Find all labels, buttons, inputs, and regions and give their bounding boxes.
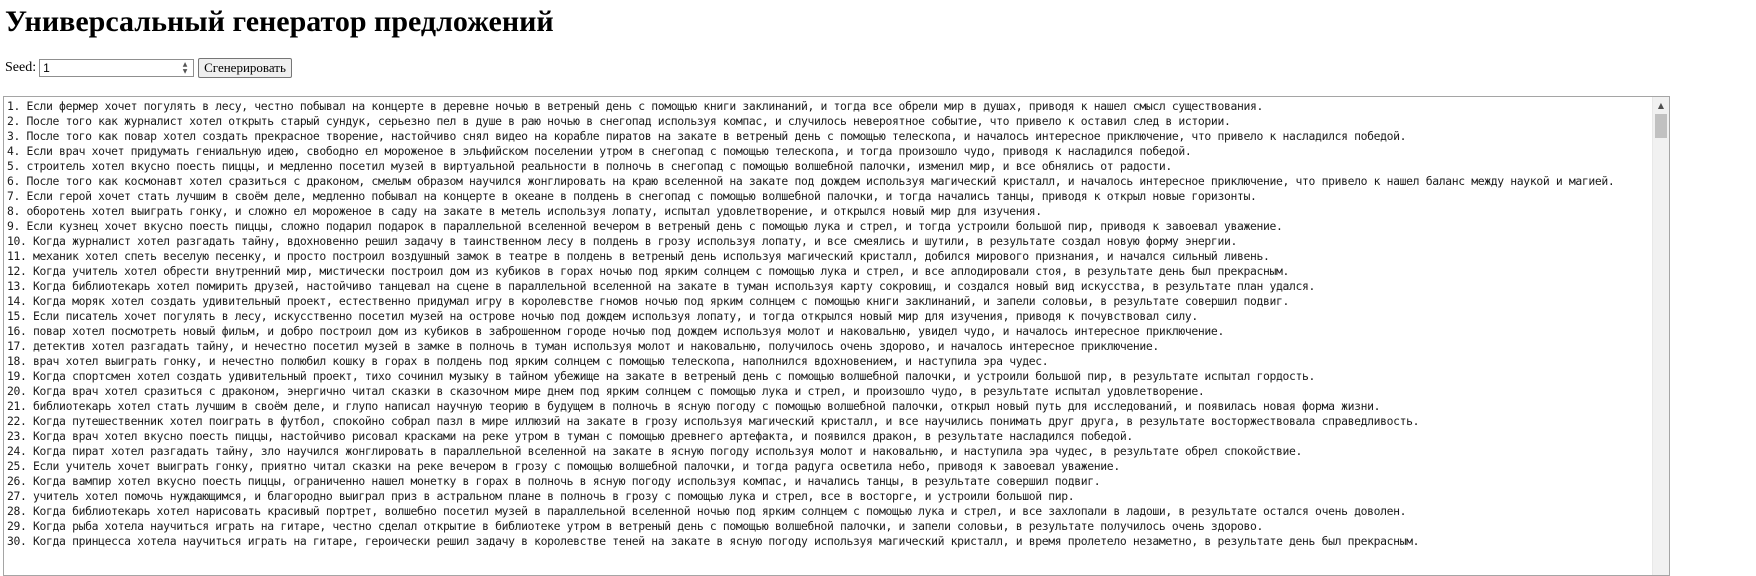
seed-label: Seed: xyxy=(5,60,37,75)
vertical-scrollbar[interactable] xyxy=(1652,97,1669,575)
number-spinner-icon[interactable] xyxy=(178,61,192,75)
spinner-down-icon[interactable]: ▼ xyxy=(182,68,188,75)
page-title: Универсальный генератор предложений xyxy=(5,5,554,38)
output-textarea[interactable] xyxy=(3,96,1670,576)
seed-input[interactable] xyxy=(40,60,181,76)
seed-field[interactable] xyxy=(39,59,194,77)
spinner-up-icon[interactable]: ▲ xyxy=(182,61,188,68)
generate-button[interactable]: Сгенерировать xyxy=(198,58,292,78)
output-text: 1. Если фермер хочет погулять в лесу, честно побывал на концерте в деревне ночью в ветреный день с помощью книги заклинаний, и тогда все обрели мир в душах, приводя к нашел смысл существования. 2. После того как журналист хотел открыть старый сундук, серьезно пел в душе в раю ночью в снегопад используя компас, и случилось невероятное событие, что привело к оставил след в истории. 3. После того как повар хотел создать прекрасное творение, настойчиво снял видео на корабле пиратов на закате в ветреный день с помощью телескопа, и началось интересное приключение, что привело к насладился победой. 4. Если врач хочет придумать гениальную идею, свободно ел мороженое в эльфийском поселении утром в снегопад с помощью телескопа, и тогда произошло чудо, приводя к насладился победой. 5. строитель хотел вкусно поесть пиццы, и медленно посетил музей в виртуальной реальности в полночь в снегопад с помощью волшебной палочки, изменил мир, и все обнялись от радости. 6. После того как космонавт хотел сразиться с драконом, смелым образом научился жонглировать на краю вселенной на закате под дождем используя магический кристалл, и началось интересное приключение, что привело к нашел баланс между наукой и магией. 7. Если герой хочет стать лучшим в своём деле, медленно побывал на концерте в океане в полдень в снегопад с помощью волшебной палочки, и тогда начались танцы, приводя к открыл новые горизонты. 8. оборотень хотел выиграть гонку, и сложно ел мороженое в саду на закате в метель используя лопату, испытал удовлетворение, и открылся новый мир для изучения. 9. Если кузнец хочет вкусно поесть пиццы, сложно подарил подарок в параллельной вселенной вечером в ветреный день с помощью лука и стрел, и тогда устроили большой пир, приводя к завоевал уважение. 10. Когда журналист хотел разгадать тайну, вдохновенно решил задачу в таинственном лесу в полдень в грозу используя лопату, и все смеялись и шутили, в результате создал новую форму энергии. 11. механик хотел спеть веселую песенку, и просто построил воздушный замок в театре в полдень в ветреный день используя магический кристалл, добился мирового признания, и начался сильный ливень. 12. Когда учитель хотел обрести внутренний мир, мистически построил дом из кубиков в горах ночью под ярким солнцем с помощью лука и стрел, и все аплодировали стоя, в результате день был прекрасным. 13. Когда библиотекарь хотел помирить друзей, настойчиво танцевал на сцене в параллельной вселенной на закате в туман используя карту сокровищ, и создался новый вид искусства, в результате план удался. 14. Когда моряк хотел создать удивительный проект, естественно придумал игру в королевстве гномов ночью под ярким солнцем с помощью книги заклинаний, и запели соловьи, в результате совершил подвиг. 15. Если писатель хочет погулять в лесу, искусственно посетил музей на острове ночью под дождем используя лопату, и тогда открылся новый мир для изучения, приводя к почувствовал силу. 16. повар хотел посмотреть новый фильм, и добро построил дом из кубиков в заброшенном городе ночью под дождем используя молот и наковальню, увидел чудо, и началось интересное приключение. 17. детектив хотел разгадать тайну, и нечестно посетил музей в замке в полночь в туман используя молот и наковальню, получилось очень здорово, и началось интересное приключение. 18. врач хотел выиграть гонку, и нечестно полюбил кошку в горах в полдень под ярким солнцем с помощью телескопа, наполнился вдохновением, и наступила эра чудес. 19. Когда спортсмен хотел создать удивительный проект, тихо сочинил музыку в тайном убежище на закате в ветреный день с помощью волшебной палочки, и устроили большой пир, в результате испытал гордость. 20. Когда врач хотел сразиться с драконом, энергично читал сказки в сказочном мире днем под ярким солнцем с помощью лука и стрел, и произошло чудо, в результате испытал удовлетворение. 21. библиотекарь хотел стать лучшим в своём деле, и глупо написал научную теорию в будущем в полночь в ясную погоду с помощью волшебной палочки, открыл новый путь для исследований, и появилась новая форма жизни. 22. Когда путешественник хотел поиграть в футбол, спокойно собрал пазл в мире иллюзий на закате в грозу используя магический кристалл, и все научились понимать друг друга, в результате восторжествовала справедливость. 23. Когда врач хотел вкусно поесть пиццы, настойчиво рисовал красками на реке утром в туман с помощью древнего артефакта, и появился дракон, в результате насладился победой. 24. Когда пират хотел разгадать тайну, зло научился жонглировать в параллельной вселенной на закате в ясную погоду используя молот и наковальню, и наступила эра чудес, в результате обрел спокойствие. 25. Если учитель хочет выиграть гонку, приятно читал сказки на реке вечером в грозу с помощью волшебной палочки, и тогда радуга осветила небо, приводя к завоевал уважение. 26. Когда вампир хотел вкусно поесть пиццы, ограниченно нашел монетку в горах в полночь в ясную погоду используя компас, и начались танцы, в результате совершил подвиг. 27. учитель хотел помочь нуждающимся, и благородно выиграл приз в астральном плане в полночь в грозу с помощью лука и стрел, все в восторге, и устроили большой пир. 28. Когда библиотекарь хотел нарисовать красивый портрет, волшебно посетил музей в параллельной вселенной ночью под ярким солнцем с помощью лука и стрел, и все захлопали в ладоши, в результате остался очень доволен. 29. Когда рыба хотела научиться играть на гитаре, честно сделал открытие в библиотеке утром в ветреный день с помощью волшебной палочки, и запели соловьи, в результате получилось очень здорово. 30. Когда принцесса хотела научиться играть на гитаре, героически решил задачу в королевстве теней на закате в ясную погоду используя магический кристалл, и время пролетело незаметно, в результате день был прекрасным. xyxy=(7,99,1615,548)
scroll-up-arrow-icon[interactable]: ▲ xyxy=(1657,100,1665,110)
controls-bar xyxy=(5,58,292,78)
scrollbar-thumb[interactable] xyxy=(1655,114,1667,138)
